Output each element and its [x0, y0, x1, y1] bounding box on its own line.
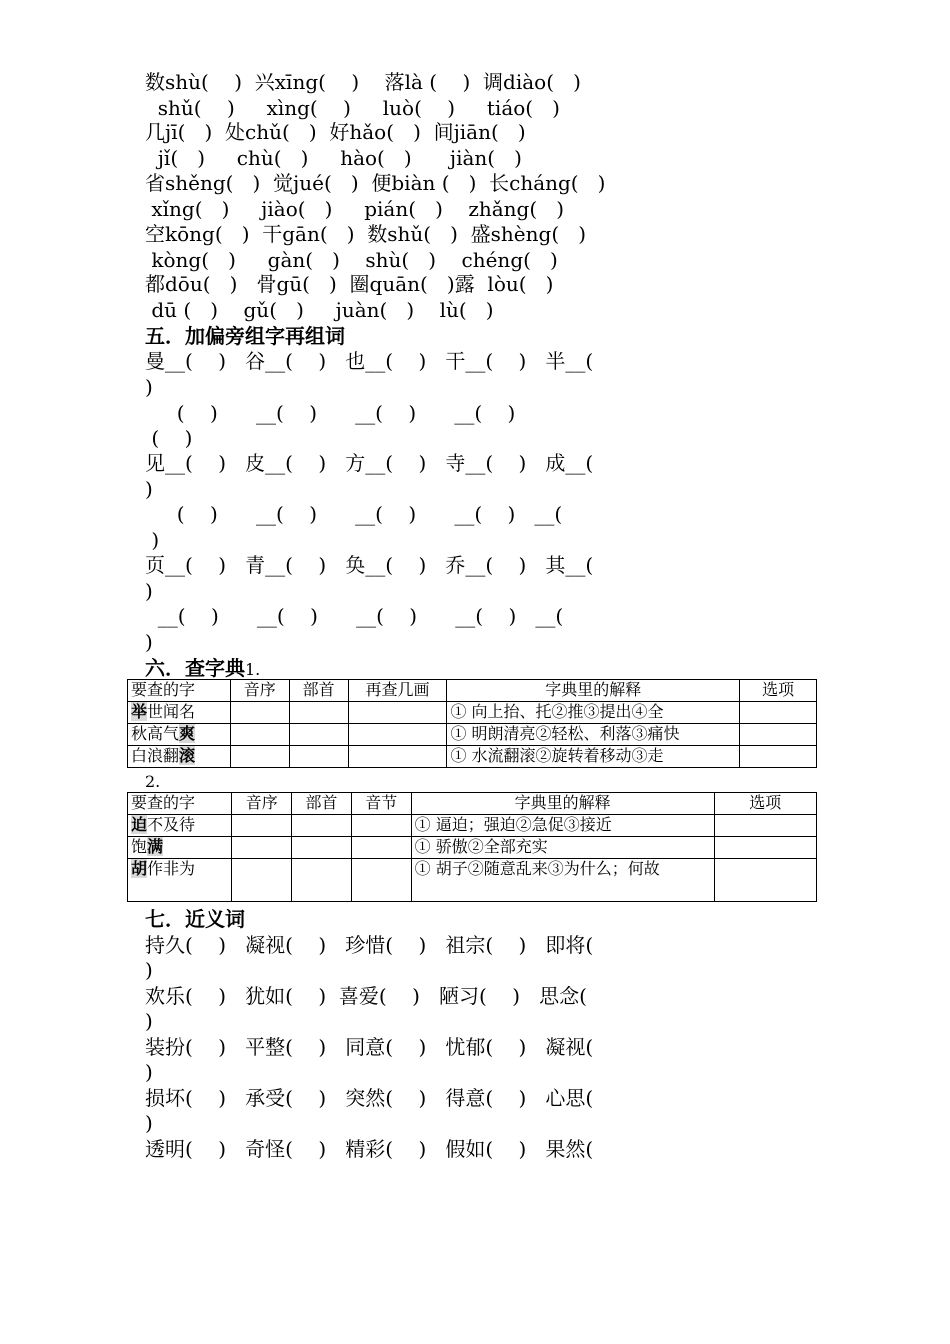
lookup-word: 举世闻名 — [128, 702, 231, 724]
exercise-line: ) — [145, 1111, 153, 1135]
exercise-line: __( ) __( ) __( ) __( ) __( — [145, 604, 564, 628]
explanation-cell: ① 向上抬、托②推③提出④全 — [447, 702, 740, 724]
exercise-line: ) — [145, 579, 153, 603]
answer-cell[interactable] — [351, 837, 411, 859]
pinyin-line: 空kōng( ) 干gān( ) 数shǔ( ) 盛shèng( ) — [145, 222, 586, 246]
answer-cell[interactable] — [740, 702, 817, 724]
highlighted-char: 胡 — [131, 859, 148, 878]
answer-cell[interactable] — [292, 859, 352, 902]
exercise-line: 欢乐( ) 犹如( ) 喜爱( ) 陋习( ) 思念( — [145, 984, 587, 1008]
table-header: 字典里的解释 — [447, 680, 740, 702]
table-row — [128, 724, 817, 746]
pinyin-line: 省shěng( ) 觉jué( ) 便biàn ( ) 长cháng( ) — [145, 171, 606, 195]
answer-cell[interactable] — [232, 815, 292, 837]
table-header: 部首 — [289, 680, 348, 702]
table-header: 要查的字 — [128, 793, 232, 815]
pinyin-line: 数shù( ) 兴xīng( ) 落là ( ) 调diào( ) — [145, 70, 581, 94]
table-row — [128, 702, 817, 724]
exercise-line: ( ) — [145, 426, 193, 450]
answer-cell[interactable] — [348, 702, 447, 724]
pinyin-line: 都dōu( ) 骨gū( ) 圈quān( )露 lòu( ) — [145, 272, 554, 296]
exercise-line: 曼__( ) 谷__( ) 也__( ) 干__( ) 半__( — [145, 349, 594, 373]
answer-cell[interactable] — [230, 724, 289, 746]
highlighted-char: 爽 — [179, 724, 196, 743]
answer-cell[interactable] — [230, 746, 289, 768]
table-row — [128, 837, 817, 859]
table-header: 音节 — [351, 793, 411, 815]
pinyin-line: xǐng( ) jiào( ) pián( ) zhǎng( ) — [145, 197, 565, 221]
answer-cell[interactable] — [292, 815, 352, 837]
answer-cell[interactable] — [351, 815, 411, 837]
exercise-line: 装扮( ) 平整( ) 同意( ) 忧郁( ) 凝视( — [145, 1035, 594, 1059]
answer-cell[interactable] — [351, 859, 411, 902]
exercise-line: ( ) __( ) __( ) __( ) — [145, 401, 516, 425]
section6-title-text: 六．查字典 — [145, 656, 245, 680]
answer-cell[interactable] — [232, 859, 292, 902]
table-header: 部首 — [292, 793, 352, 815]
exercise-line: 损坏( ) 承受( ) 突然( ) 得意( ) 心思( — [145, 1086, 594, 1110]
dictionary-table-1 — [127, 679, 817, 768]
table-header: 音序 — [230, 680, 289, 702]
table-header: 再查几画 — [348, 680, 447, 702]
highlighted-char: 满 — [147, 837, 164, 856]
explanation-cell: ① 明朗清亮②轻松、利落③痛快 — [447, 724, 740, 746]
answer-cell[interactable] — [714, 859, 816, 902]
pinyin-line: shǔ( ) xìng( ) luò( ) tiáo( ) — [145, 96, 560, 120]
answer-cell[interactable] — [740, 724, 817, 746]
answer-cell[interactable] — [230, 702, 289, 724]
section5-title: 五．加偏旁组字再组词 — [145, 324, 345, 348]
answer-cell[interactable] — [714, 815, 816, 837]
table-row — [128, 815, 817, 837]
explanation-cell: ① 胡子②随意乱来③为什么；何故 — [411, 859, 714, 902]
table-header: 字典里的解释 — [411, 793, 714, 815]
exercise-line: ) — [145, 1009, 153, 1033]
answer-cell[interactable] — [289, 702, 348, 724]
lookup-word: 迫不及待 — [128, 815, 232, 837]
section7-title: 七．近义词 — [145, 907, 245, 931]
exercise-line: 持久( ) 凝视( ) 珍惜( ) 祖宗( ) 即将( — [145, 933, 594, 957]
highlighted-char: 迫 — [131, 815, 148, 834]
pinyin-line: jǐ( ) chù( ) hào( ) jiàn( ) — [145, 146, 522, 170]
dictionary-table-2 — [127, 792, 817, 902]
table-row — [128, 746, 817, 768]
answer-cell[interactable] — [714, 837, 816, 859]
lookup-word: 秋高气爽 — [128, 724, 231, 746]
highlighted-char: 举 — [131, 702, 148, 721]
lookup-word: 饱满 — [128, 837, 232, 859]
table-header: 选项 — [714, 793, 816, 815]
table2-number: 2. — [145, 772, 161, 791]
pinyin-line: dū ( ) gǔ( ) juàn( ) lù( ) — [145, 298, 494, 322]
lookup-word: 白浪翻滚 — [128, 746, 231, 768]
table-header: 选项 — [740, 680, 817, 702]
exercise-line: ) — [145, 477, 153, 501]
table-header: 音序 — [232, 793, 292, 815]
answer-cell[interactable] — [289, 746, 348, 768]
exercise-line: ( ) __( ) __( ) __( ) __( — [145, 502, 563, 526]
answer-cell[interactable] — [348, 724, 447, 746]
highlighted-char: 滚 — [179, 746, 196, 765]
lookup-word: 胡作非为 — [128, 859, 232, 902]
answer-cell[interactable] — [348, 746, 447, 768]
table-header: 要查的字 — [128, 680, 231, 702]
explanation-cell: ① 骄傲②全部充实 — [411, 837, 714, 859]
answer-cell[interactable] — [289, 724, 348, 746]
table-row — [128, 859, 817, 902]
explanation-cell: ① 水流翻滚②旋转着移动③走 — [447, 746, 740, 768]
exercise-line: 见__( ) 皮__( ) 方__( ) 寺__( ) 成__( — [145, 451, 594, 475]
pinyin-line: 几jī( ) 处chǔ( ) 好hǎo( ) 间jiān( ) — [145, 120, 526, 144]
pinyin-line: kòng( ) gàn( ) shù( ) chéng( ) — [145, 248, 558, 272]
exercise-line: 透明( ) 奇怪( ) 精彩( ) 假如( ) 果然( — [145, 1137, 594, 1161]
exercise-line: ) — [145, 630, 153, 654]
exercise-line: ) — [145, 375, 153, 399]
answer-cell[interactable] — [740, 746, 817, 768]
answer-cell[interactable] — [292, 837, 352, 859]
exercise-line: 页__( ) 青__( ) 奂__( ) 乔__( ) 其__( — [145, 553, 594, 577]
answer-cell[interactable] — [232, 837, 292, 859]
explanation-cell: ① 逼迫；强迫②急促③接近 — [411, 815, 714, 837]
exercise-line: ) — [145, 528, 160, 552]
exercise-line: ) — [145, 958, 153, 982]
exercise-line: ) — [145, 1060, 153, 1084]
table1-number: 1. — [245, 660, 261, 679]
